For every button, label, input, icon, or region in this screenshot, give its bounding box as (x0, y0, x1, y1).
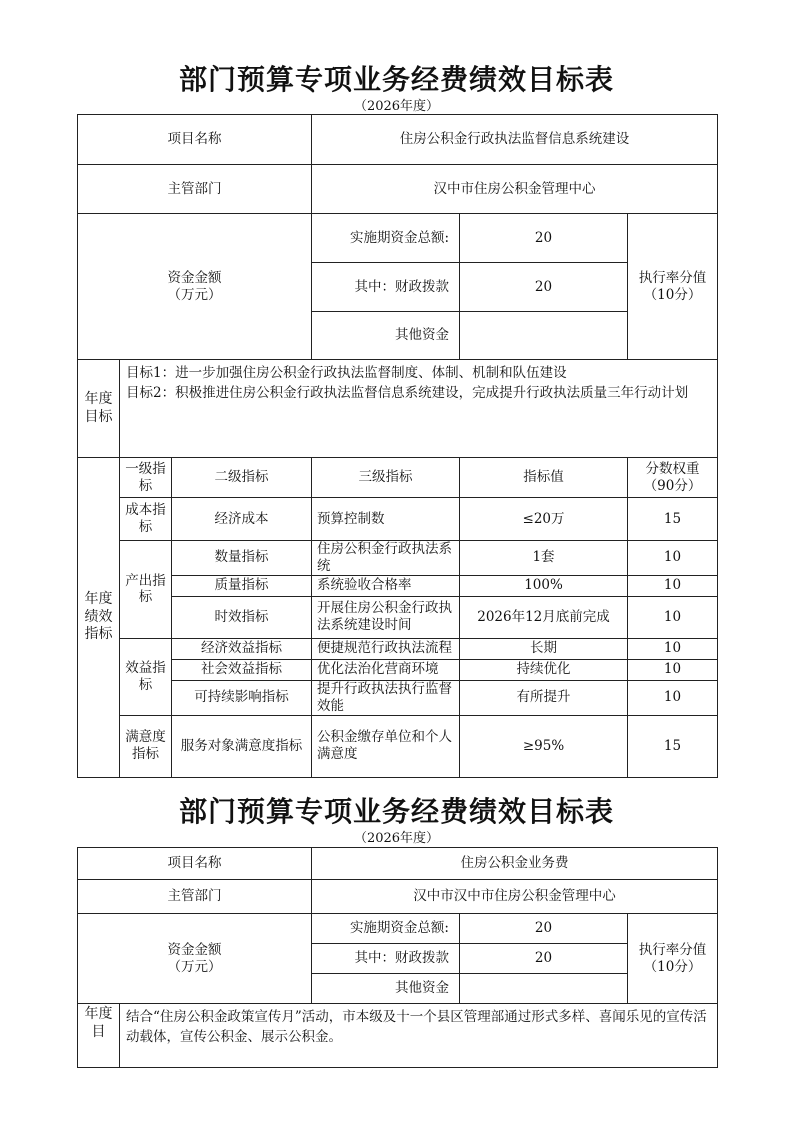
indicator-value: ≥95% (460, 715, 628, 777)
indicator-l3: 优化法治化营商环境 (312, 659, 460, 680)
indicator-weight: 10 (628, 680, 718, 715)
indicator-value: 100% (460, 575, 628, 596)
indicator-l2: 时效指标 (172, 596, 312, 638)
doc2-total-label: 实施期资金总额: (312, 914, 460, 944)
doc1-row-total (78, 214, 718, 263)
indicator-l3: 提升行政执法执行监督效能 (312, 680, 460, 715)
doc1-exec-value: （10分） (643, 286, 702, 303)
indicator-value: 2026年12月底前完成 (460, 596, 628, 638)
indicator-l3: 便捷规范行政执法流程 (312, 638, 460, 659)
doc2-row-project (78, 848, 718, 880)
doc1-goal-2: 目标2：积极推进住房公积金行政执法监督信息系统建设，完成提升行政执法质量三年行动计划 (126, 384, 689, 401)
doc1-group-benefit: 效益指标 (120, 638, 172, 715)
doc1-header-l1: 一级指标 (120, 458, 172, 498)
indicator-value: 1套 (460, 541, 628, 576)
indicator-l2: 社会效益指标 (172, 659, 312, 680)
doc2-total-value: 20 (460, 914, 628, 944)
indicator-value: 有所提升 (460, 680, 628, 715)
doc1-row-project (78, 115, 718, 165)
doc1-other-label: 其他资金 (312, 312, 460, 360)
doc1-funds-unit: （万元） (167, 286, 222, 303)
doc1-group-output: 产出指标 (120, 541, 172, 639)
doc1-header-value: 指标值 (460, 458, 628, 498)
doc2-goal-text: 结合“住房公积金政策宣传月”活动，市本级及十一个县区管理部通过形式多样、喜闻乐见的宣传活动载体，宣传公积金、展示公积金。 (120, 1004, 718, 1068)
indicator-l3: 公积金缴存单位和个人满意度 (312, 715, 460, 777)
doc1-group-cost: 成本指标 (120, 498, 172, 541)
doc2-fiscal-label: 其中：财政拨款 (312, 944, 460, 974)
indicator-value: ≤20万 (460, 498, 628, 541)
doc1-exec-label: 执行率分值 (638, 269, 707, 286)
doc2-row-dept (78, 880, 718, 914)
indicator-l2: 可持续影响指标 (172, 680, 312, 715)
doc2-exec-score (628, 914, 718, 1004)
indicator-weight: 10 (628, 596, 718, 638)
indicator-l2: 经济成本 (172, 498, 312, 541)
doc2-project-label: 项目名称 (78, 848, 312, 880)
doc1-dept-label: 主管部门 (78, 165, 312, 214)
doc1-row-dept (78, 165, 718, 214)
doc1-header-weight-title: 分数权重 (645, 460, 700, 477)
doc2-project-value: 住房公积金业务费 (312, 848, 718, 880)
doc1-fiscal-label: 其中：财政拨款 (312, 263, 460, 312)
doc2-funds-unit: （万元） (167, 958, 222, 975)
doc2-funds-label (78, 914, 312, 1004)
table-row (78, 680, 718, 715)
doc1-goal-text (120, 360, 718, 458)
indicator-value: 长期 (460, 638, 628, 659)
doc1-row-goals (78, 360, 718, 458)
doc2-funds-title: 资金金额 (167, 941, 222, 958)
doc1-other-value (460, 312, 628, 360)
doc2-exec-label: 执行率分值 (638, 941, 707, 958)
doc2-row-goals (78, 1004, 718, 1068)
table-row (78, 596, 718, 638)
doc1-goal-1: 目标1：进一步加强住房公积金行政执法监督制度、体制、机制和队伍建设 (126, 365, 567, 381)
doc1-header-l3: 三级指标 (312, 458, 460, 498)
doc2-other-label: 其他资金 (312, 974, 460, 1004)
table-row (78, 498, 718, 541)
doc2-year: （2026年度） (353, 831, 440, 846)
doc1-header-weight (628, 458, 718, 498)
doc1-project-label: 项目名称 (78, 115, 312, 165)
table-row (78, 638, 718, 659)
doc2-goal-label: 年度目 (78, 1004, 120, 1068)
doc1-indicators-label: 年度绩效指标 (78, 458, 120, 778)
doc1-header-weight-sub: （90分） (643, 477, 702, 494)
doc2-dept-value: 汉中市汉中市住房公积金管理中心 (312, 880, 718, 914)
doc1-fiscal-value: 20 (460, 263, 628, 312)
doc1-row-headers (78, 458, 718, 498)
doc1-project-value: 住房公积金行政执法监督信息系统建设 (312, 115, 718, 165)
table-row (78, 715, 718, 777)
doc2-dept-label: 主管部门 (78, 880, 312, 914)
indicator-l2: 质量指标 (172, 575, 312, 596)
doc2-row-total (78, 914, 718, 944)
doc1-goal-label: 年度目标 (78, 360, 120, 458)
indicator-l3: 系统验收合格率 (312, 575, 460, 596)
doc1-total-value: 20 (460, 214, 628, 263)
doc1-exec-score (628, 214, 718, 360)
doc2-title: 部门预算专项业务经费绩效目标表 (178, 795, 614, 828)
indicator-l3: 住房公积金行政执法系统 (312, 541, 460, 576)
indicator-value: 持续优化 (460, 659, 628, 680)
doc1-year: （2026年度） (353, 99, 440, 114)
doc2-fiscal-value: 20 (460, 944, 628, 974)
doc1-dept-value: 汉中市住房公积金管理中心 (312, 165, 718, 214)
indicator-weight: 10 (628, 638, 718, 659)
doc1-funds-label (78, 214, 312, 360)
indicator-weight: 10 (628, 659, 718, 680)
indicator-l2: 经济效益指标 (172, 638, 312, 659)
doc1-header-l2: 二级指标 (172, 458, 312, 498)
doc2-table (77, 847, 718, 1068)
doc1-total-label: 实施期资金总额: (312, 214, 460, 263)
indicator-l3: 开展住房公积金行政执法系统建设时间 (312, 596, 460, 638)
doc1-table (77, 114, 718, 778)
indicator-l3: 预算控制数 (312, 498, 460, 541)
table-row (78, 541, 718, 576)
indicator-weight: 15 (628, 498, 718, 541)
doc1-group-satisfaction: 满意度指标 (120, 715, 172, 777)
indicator-l2: 数量指标 (172, 541, 312, 576)
doc2-other-value (460, 974, 628, 1004)
table-row (78, 575, 718, 596)
doc1-funds-title: 资金金额 (167, 269, 222, 286)
table-row (78, 659, 718, 680)
indicator-weight: 10 (628, 575, 718, 596)
indicator-l2: 服务对象满意度指标 (172, 715, 312, 777)
doc1-title: 部门预算专项业务经费绩效目标表 (178, 63, 614, 96)
indicator-weight: 15 (628, 715, 718, 777)
doc2-exec-value: （10分） (643, 958, 702, 975)
indicator-weight: 10 (628, 541, 718, 576)
